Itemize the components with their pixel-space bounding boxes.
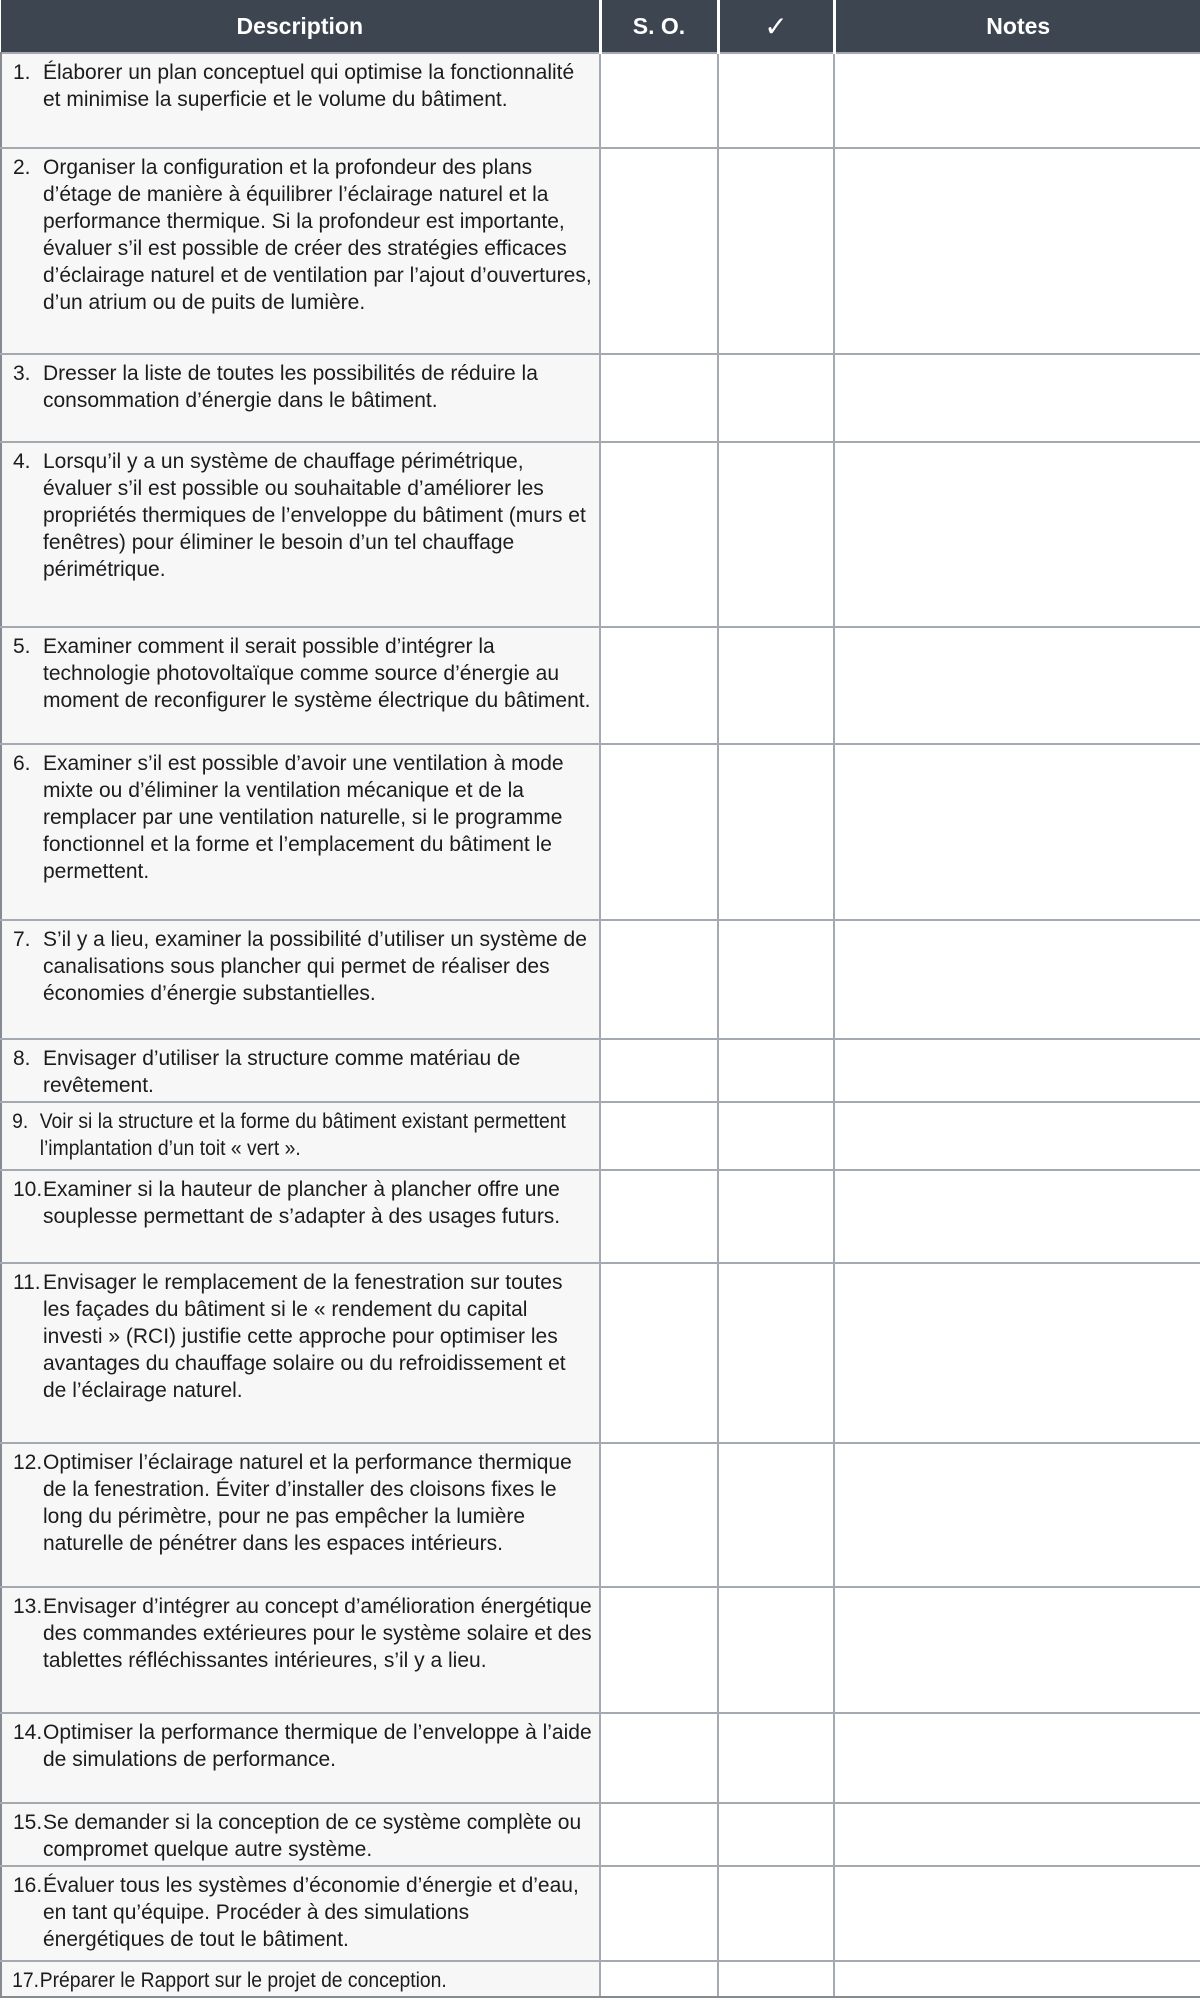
check-cell[interactable] — [718, 1961, 834, 1997]
description-cell — [1, 1713, 600, 1803]
item-description: S’il y a lieu, examiner la possibilité d’utiliser un système de canalisations sous plancher qui permet de réaliser des économies d’énergie substantielles. — [43, 928, 587, 1005]
so-cell[interactable] — [600, 1866, 718, 1961]
check-cell[interactable] — [718, 920, 834, 1039]
item-description: Envisager le remplacement de la fenestration sur toutes les façades du bâtiment si le « rendement du capital investi » (RCI) justifie cette approche pour optimiser les avantages du chauffage solaire ou du refroidissement et de l’éclairage naturel. — [43, 1271, 566, 1402]
so-cell[interactable] — [600, 627, 718, 744]
item-description: Examiner comment il serait possible d’intégrer la technologie photovoltaïque comme source d’énergie au moment de reconfigurer le système électrique du bâtiment. — [43, 635, 591, 712]
check-cell[interactable] — [718, 1866, 834, 1961]
check-cell[interactable] — [718, 1443, 834, 1587]
so-cell[interactable] — [600, 148, 718, 354]
table-row — [1, 1803, 1200, 1866]
col-header-description: Description — [1, 0, 600, 53]
table-row — [1, 1961, 1200, 1997]
description-cell — [1, 354, 600, 442]
description-cell — [1, 1102, 600, 1170]
check-cell[interactable] — [718, 744, 834, 920]
notes-cell[interactable] — [834, 148, 1200, 354]
notes-cell[interactable] — [834, 354, 1200, 442]
item-number: 15. — [13, 1811, 43, 1834]
item-number: 5. — [13, 635, 31, 658]
so-cell[interactable] — [600, 744, 718, 920]
table-row — [1, 354, 1200, 442]
col-header-notes: Notes — [834, 0, 1200, 53]
notes-cell[interactable] — [834, 1961, 1200, 1997]
col-header-checkmark: ✓ — [718, 0, 834, 53]
item-description: Optimiser la performance thermique de l’enveloppe à l’aide de simulations de performance. — [43, 1721, 592, 1771]
check-cell[interactable] — [718, 627, 834, 744]
table-row — [1, 1039, 1200, 1102]
table-row — [1, 1587, 1200, 1713]
notes-cell[interactable] — [834, 920, 1200, 1039]
notes-cell[interactable] — [834, 744, 1200, 920]
header-row — [1, 0, 1200, 53]
table-row — [1, 1713, 1200, 1803]
description-cell — [1, 1866, 600, 1961]
item-description: Voir si la structure et la forme du bâtiment existant permettent l’implantation d’un toit « vert ». — [39, 1110, 566, 1160]
item-description: Préparer le Rapport sur le projet de conception. — [39, 1969, 447, 1992]
check-cell[interactable] — [718, 1263, 834, 1443]
table-row — [1, 1102, 1200, 1170]
so-cell[interactable] — [600, 354, 718, 442]
item-number: 7. — [13, 928, 31, 951]
notes-cell[interactable] — [834, 1263, 1200, 1443]
description-cell — [1, 1961, 600, 1997]
so-cell[interactable] — [600, 1713, 718, 1803]
table-row — [1, 53, 1200, 148]
so-cell[interactable] — [600, 1102, 718, 1170]
item-description: Se demander si la conception de ce système complète ou compromet quelque autre système. — [43, 1811, 582, 1861]
notes-cell[interactable] — [834, 1039, 1200, 1102]
description-cell — [1, 1587, 600, 1713]
item-description: Lorsqu’il y a un système de chauffage périmétrique, évaluer s’il est possible ou souhaitable d’améliorer les propriétés thermiques de l’enveloppe du bâtiment (murs et fenêtres) pour éliminer le besoin d’un tel chauffage périmétrique. — [43, 450, 586, 581]
description-cell — [1, 1039, 600, 1102]
check-cell[interactable] — [718, 1170, 834, 1263]
item-number: 10. — [13, 1178, 43, 1201]
item-number: 16. — [13, 1874, 43, 1897]
table-row — [1, 442, 1200, 627]
item-number: 9. — [12, 1110, 29, 1133]
item-number: 14. — [13, 1721, 43, 1744]
item-description: Envisager d’intégrer au concept d’amélioration énergétique des commandes extérieures pour le système solaire et des tablettes réfléchissantes intérieures, s’il y a lieu. — [43, 1595, 592, 1672]
description-cell — [1, 1170, 600, 1263]
item-description: Évaluer tous les systèmes d’économie d’énergie et d’eau, en tant qu’équipe. Procéder à des simulations énergétiques de tout le bâtiment. — [43, 1874, 579, 1951]
notes-cell[interactable] — [834, 1102, 1200, 1170]
description-cell — [1, 627, 600, 744]
table-row — [1, 1170, 1200, 1263]
check-cell[interactable] — [718, 1039, 834, 1102]
table-row — [1, 1443, 1200, 1587]
so-cell[interactable] — [600, 1961, 718, 1997]
item-description: Examiner s’il est possible d’avoir une ventilation à mode mixte ou d’éliminer la ventilation mécanique et de la remplacer par une ventilation naturelle, si le programme fonctionnel et la forme et l’emplacement du bâtiment le permettent. — [43, 752, 564, 883]
table-row — [1, 744, 1200, 920]
item-number: 17. — [12, 1969, 39, 1992]
check-cell[interactable] — [718, 1803, 834, 1866]
item-description: Organiser la configuration et la profondeur des plans d’étage de manière à équilibrer l’éclairage naturel et la performance thermique. Si la profondeur est importante, évaluer s’il est possible de créer des stratégies efficaces d’éclairage naturel et de ventilation par l’ajout d’ouvertures, d’un atrium ou de puits de lumière. — [43, 156, 592, 314]
table-row — [1, 148, 1200, 354]
notes-cell[interactable] — [834, 1866, 1200, 1961]
so-cell[interactable] — [600, 442, 718, 627]
notes-cell[interactable] — [834, 1803, 1200, 1866]
item-number: 3. — [13, 362, 31, 385]
table-row — [1, 920, 1200, 1039]
item-number: 8. — [13, 1047, 31, 1070]
item-number: 13. — [13, 1595, 43, 1618]
check-cell[interactable] — [718, 148, 834, 354]
description-cell — [1, 442, 600, 627]
item-description: Envisager d’utiliser la structure comme matériau de revêtement. — [43, 1047, 521, 1097]
item-number: 4. — [13, 450, 31, 473]
table-row — [1, 627, 1200, 744]
notes-cell[interactable] — [834, 1170, 1200, 1263]
check-cell[interactable] — [718, 442, 834, 627]
item-description: Optimiser l’éclairage naturel et la performance thermique de la fenestration. Éviter d’installer des cloisons fixes le long du périmètre, pour ne pas empêcher la lumière naturelle de pénétrer dans les espaces intérieurs. — [43, 1451, 572, 1555]
so-cell[interactable] — [600, 1039, 718, 1102]
so-cell[interactable] — [600, 1587, 718, 1713]
item-number: 6. — [13, 752, 31, 775]
item-description: Examiner si la hauteur de plancher à plancher offre une souplesse permettant de s’adapter à des usages futurs. — [43, 1178, 561, 1228]
item-description: Dresser la liste de toutes les possibilités de réduire la consommation d’énergie dans le bâtiment. — [43, 362, 538, 412]
notes-cell[interactable] — [834, 1443, 1200, 1587]
table-row — [1, 1866, 1200, 1961]
description-cell — [1, 920, 600, 1039]
so-cell[interactable] — [600, 1443, 718, 1587]
notes-cell[interactable] — [834, 1587, 1200, 1713]
notes-cell[interactable] — [834, 53, 1200, 148]
description-cell — [1, 1263, 600, 1443]
check-cell[interactable] — [718, 354, 834, 442]
check-cell[interactable] — [718, 1587, 834, 1713]
col-header-so: S. O. — [600, 0, 718, 53]
item-number: 2. — [13, 156, 31, 179]
notes-cell[interactable] — [834, 1713, 1200, 1803]
table-row — [1, 1263, 1200, 1443]
notes-cell[interactable] — [834, 627, 1200, 744]
description-cell — [1, 1443, 600, 1587]
check-cell[interactable] — [718, 53, 834, 148]
description-cell — [1, 148, 600, 354]
item-number: 11. — [13, 1271, 41, 1294]
so-cell[interactable] — [600, 1263, 718, 1443]
so-cell[interactable] — [600, 53, 718, 148]
item-number: 1. — [13, 61, 31, 84]
item-description: Élaborer un plan conceptuel qui optimise la fonctionnalité et minimise la superficie et le volume du bâtiment. — [43, 61, 575, 111]
item-number: 12. — [13, 1451, 43, 1474]
check-cell[interactable] — [718, 1102, 834, 1170]
so-cell[interactable] — [600, 1803, 718, 1866]
description-cell — [1, 744, 600, 920]
description-cell — [1, 53, 600, 148]
check-cell[interactable] — [718, 1713, 834, 1803]
so-cell[interactable] — [600, 1170, 718, 1263]
so-cell[interactable] — [600, 920, 718, 1039]
description-cell — [1, 1803, 600, 1866]
notes-cell[interactable] — [834, 442, 1200, 627]
